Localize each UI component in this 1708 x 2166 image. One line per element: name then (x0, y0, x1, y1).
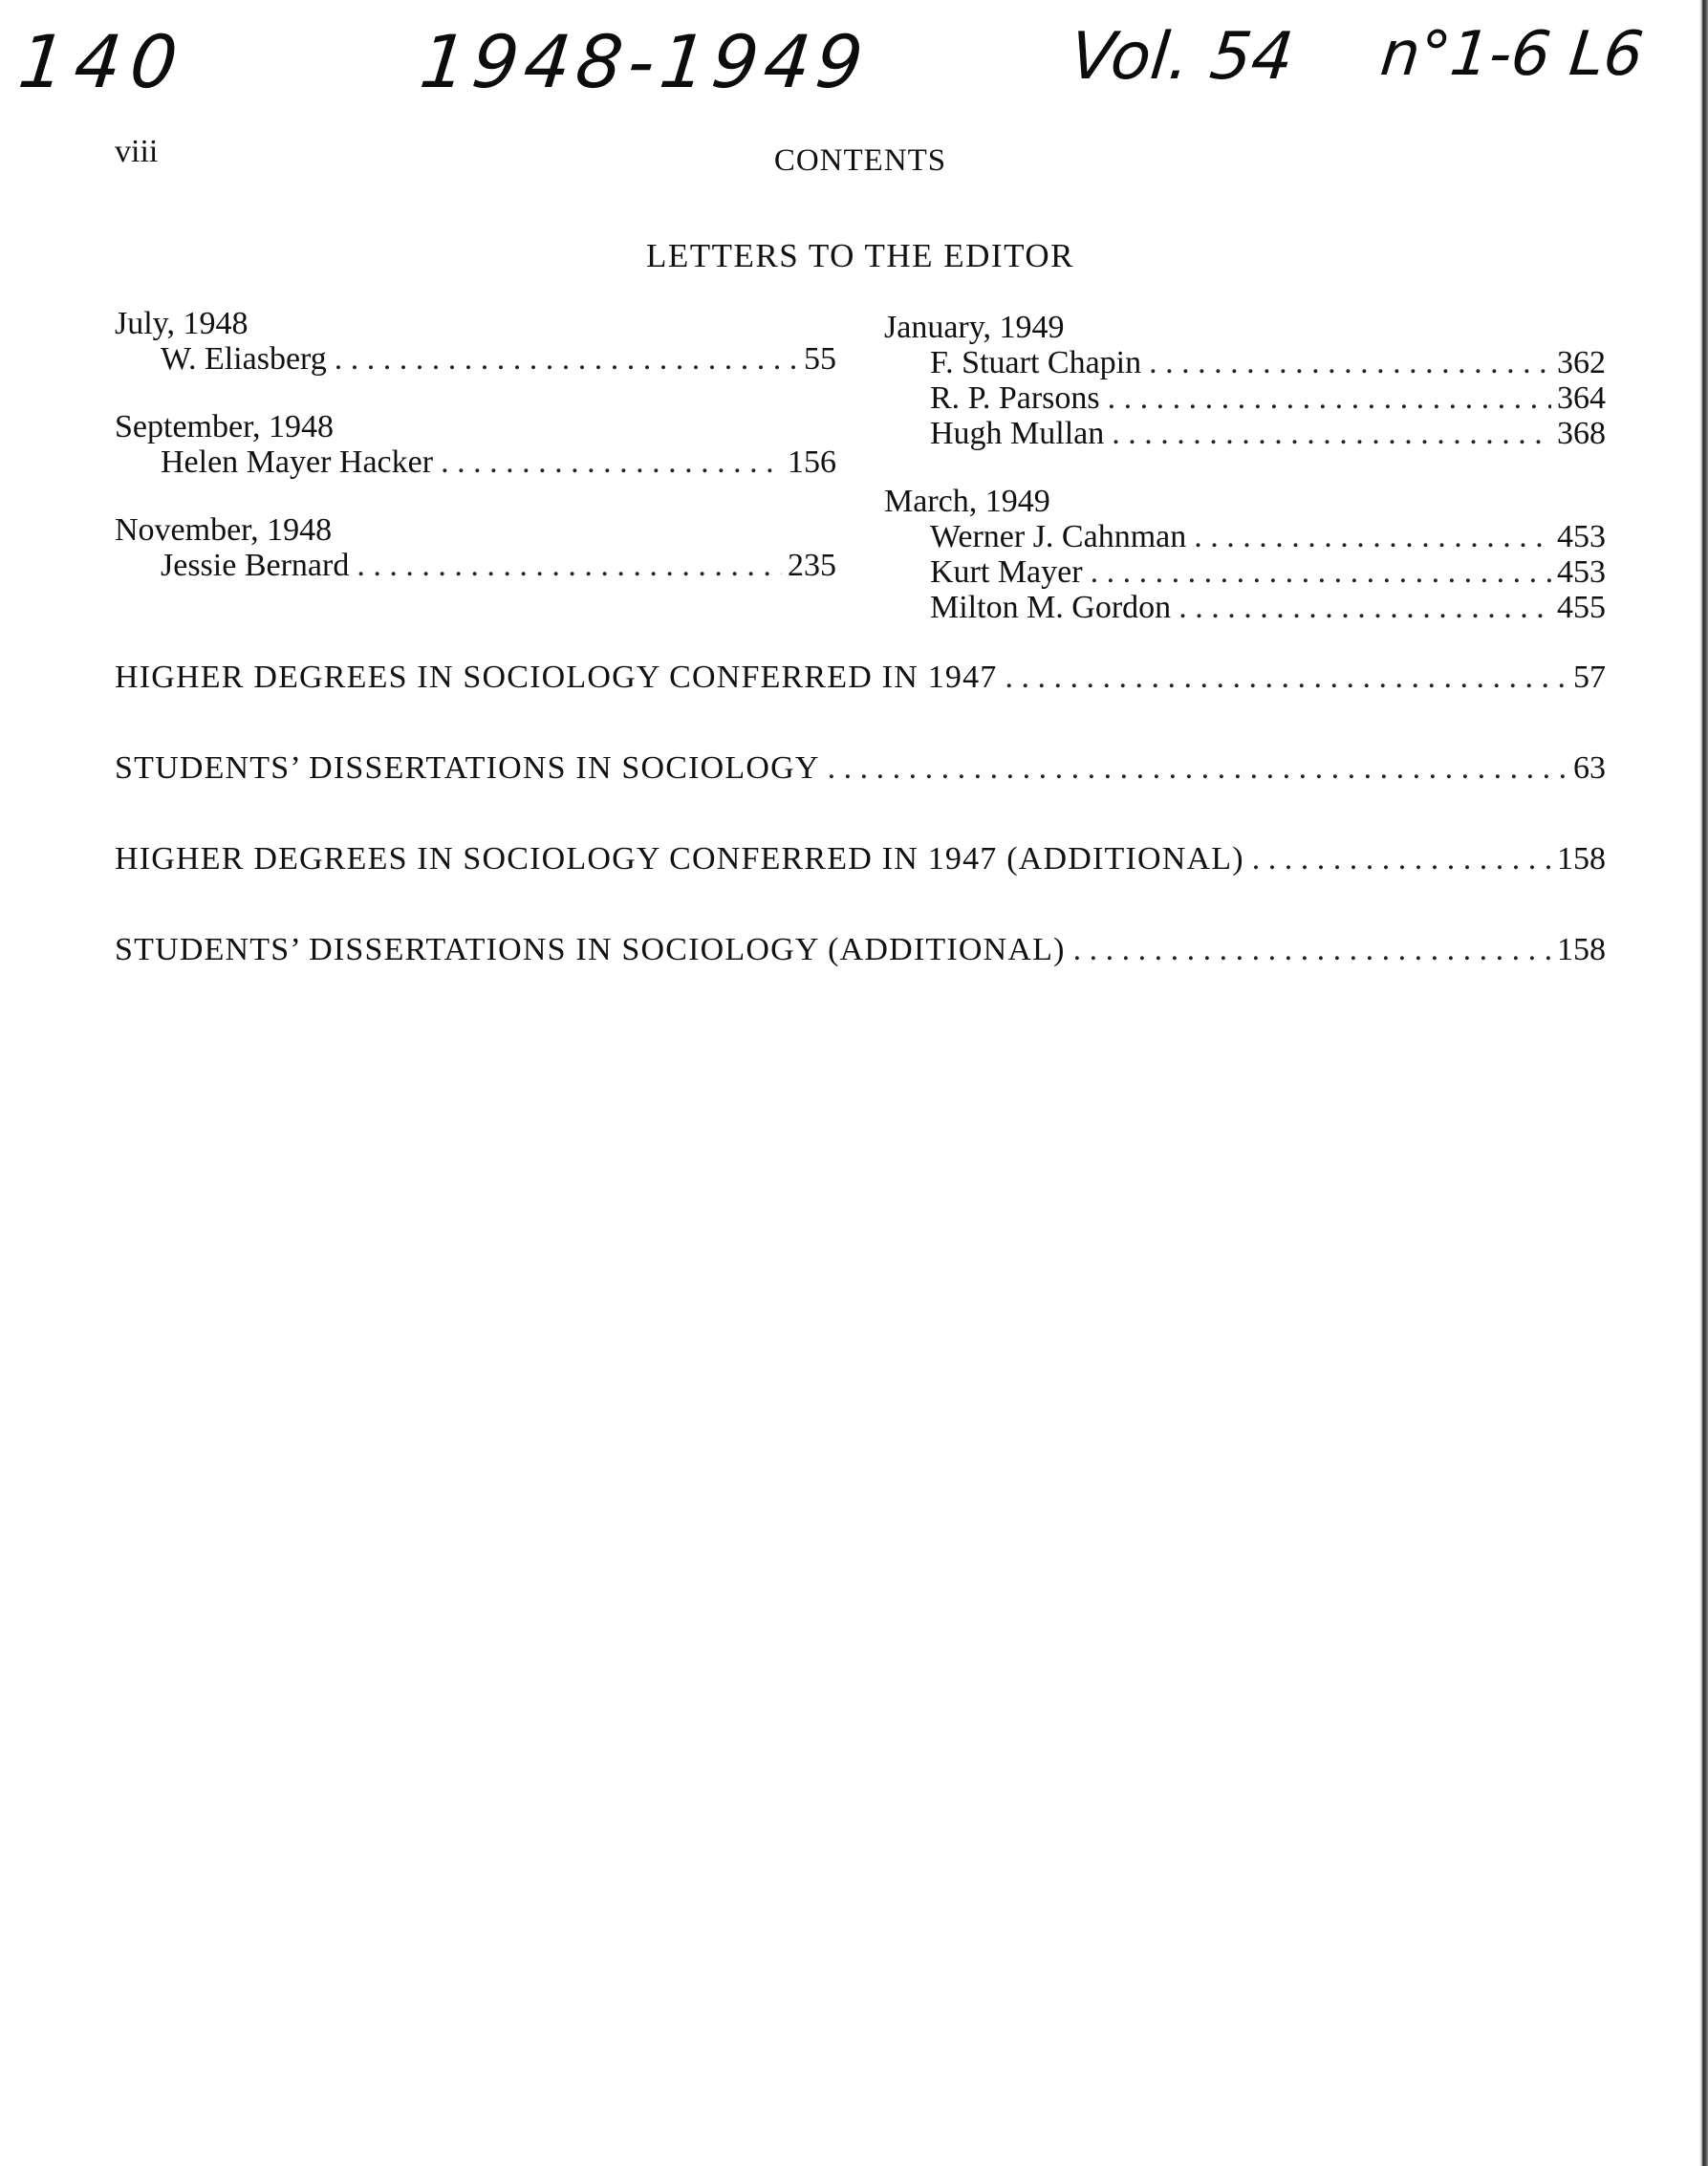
toc-entry[interactable] (884, 590, 1606, 625)
toc-section-title: STUDENTS’ DISSERTATIONS IN SOCIOLOGY (115, 750, 820, 786)
page-number: 158 (1557, 932, 1606, 967)
handwritten-issues: n°1-6 L6 (1377, 19, 1647, 90)
handwritten-volume: Vol. 54 (1066, 19, 1297, 95)
author-name: Hugh Mullan (930, 416, 1105, 451)
author-name: Helen Mayer Hacker (161, 444, 434, 480)
letter-group-date: November, 1948 (115, 512, 333, 548)
page-number: 63 (1573, 750, 1606, 786)
toc-entry[interactable] (115, 444, 836, 480)
toc-entry[interactable] (884, 519, 1606, 554)
toc-entry[interactable] (884, 345, 1606, 380)
page-number: 156 (788, 444, 836, 480)
page-number: 368 (1557, 416, 1606, 451)
toc-section-title: STUDENTS’ DISSERTATIONS IN SOCIOLOGY (ADDITIONAL) (115, 932, 1066, 967)
toc-sections (115, 660, 1606, 1023)
page-number: 453 (1557, 554, 1606, 590)
dot-leader (1073, 932, 1551, 968)
running-head: CONTENTS (773, 143, 947, 178)
toc-entry[interactable] (884, 416, 1606, 451)
page-number: 55 (804, 341, 836, 377)
letter-group-date: March, 1949 (884, 484, 1050, 519)
dot-leader (1091, 554, 1551, 590)
handwritten-annotation (14, 19, 1682, 124)
page-number: 362 (1557, 345, 1606, 380)
author-name: F. Stuart Chapin (930, 345, 1142, 380)
letters-left-column (115, 306, 836, 616)
author-name: Jessie Bernard (161, 548, 350, 583)
toc-section-title: HIGHER DEGREES IN SOCIOLOGY CONFERRED IN 1947 (115, 660, 998, 695)
dot-leader (1178, 590, 1551, 625)
toc-section-title: HIGHER DEGREES IN SOCIOLOGY CONFERRED IN 1947 (ADDITIONAL) (115, 841, 1244, 877)
letter-group (115, 409, 836, 480)
dot-leader (357, 548, 782, 583)
toc-section-row[interactable] (115, 750, 1606, 841)
dot-leader (1252, 841, 1551, 877)
section-title-letters: LETTERS TO THE EDITOR (646, 237, 1074, 274)
handwritten-years: 1948-1949 (416, 19, 873, 104)
toc-entry[interactable] (884, 554, 1606, 590)
letter-group (884, 310, 1606, 451)
letter-group (884, 484, 1606, 625)
author-name: Werner J. Cahnman (930, 519, 1187, 554)
page-number: 455 (1557, 590, 1606, 625)
dot-leader (441, 444, 782, 480)
author-name: R. P. Parsons (930, 380, 1100, 416)
toc-entry[interactable] (884, 380, 1606, 416)
page-number: 235 (788, 548, 836, 583)
letter-group-date: September, 1948 (115, 409, 335, 444)
page-number: 364 (1557, 380, 1606, 416)
toc-entry[interactable] (115, 548, 836, 583)
dot-leader (1005, 660, 1567, 696)
page-number: 453 (1557, 519, 1606, 554)
letter-group-date: January, 1949 (884, 310, 1065, 345)
letter-group (115, 306, 836, 377)
page-number: 158 (1557, 841, 1606, 877)
page-number: 57 (1573, 660, 1606, 695)
letter-group (115, 512, 836, 583)
dot-leader (828, 750, 1567, 787)
author-name: Milton M. Gordon (930, 590, 1172, 625)
dot-leader (1112, 416, 1551, 451)
letter-group-date: July, 1948 (115, 306, 249, 341)
dot-leader (1194, 519, 1551, 554)
toc-section-row[interactable] (115, 932, 1606, 1023)
page-folio: viii (115, 134, 159, 169)
dot-leader (1108, 380, 1551, 416)
dot-leader (1149, 345, 1551, 380)
handwritten-number: 140 (14, 19, 191, 104)
author-name: W. Eliasberg (161, 341, 327, 377)
letters-right-column (884, 310, 1606, 658)
author-name: Kurt Mayer (930, 554, 1083, 590)
scan-edge-shadow (1699, 0, 1708, 2166)
dot-leader (335, 341, 798, 377)
toc-section-row[interactable] (115, 841, 1606, 932)
toc-section-row[interactable] (115, 660, 1606, 750)
toc-entry[interactable] (115, 341, 836, 377)
